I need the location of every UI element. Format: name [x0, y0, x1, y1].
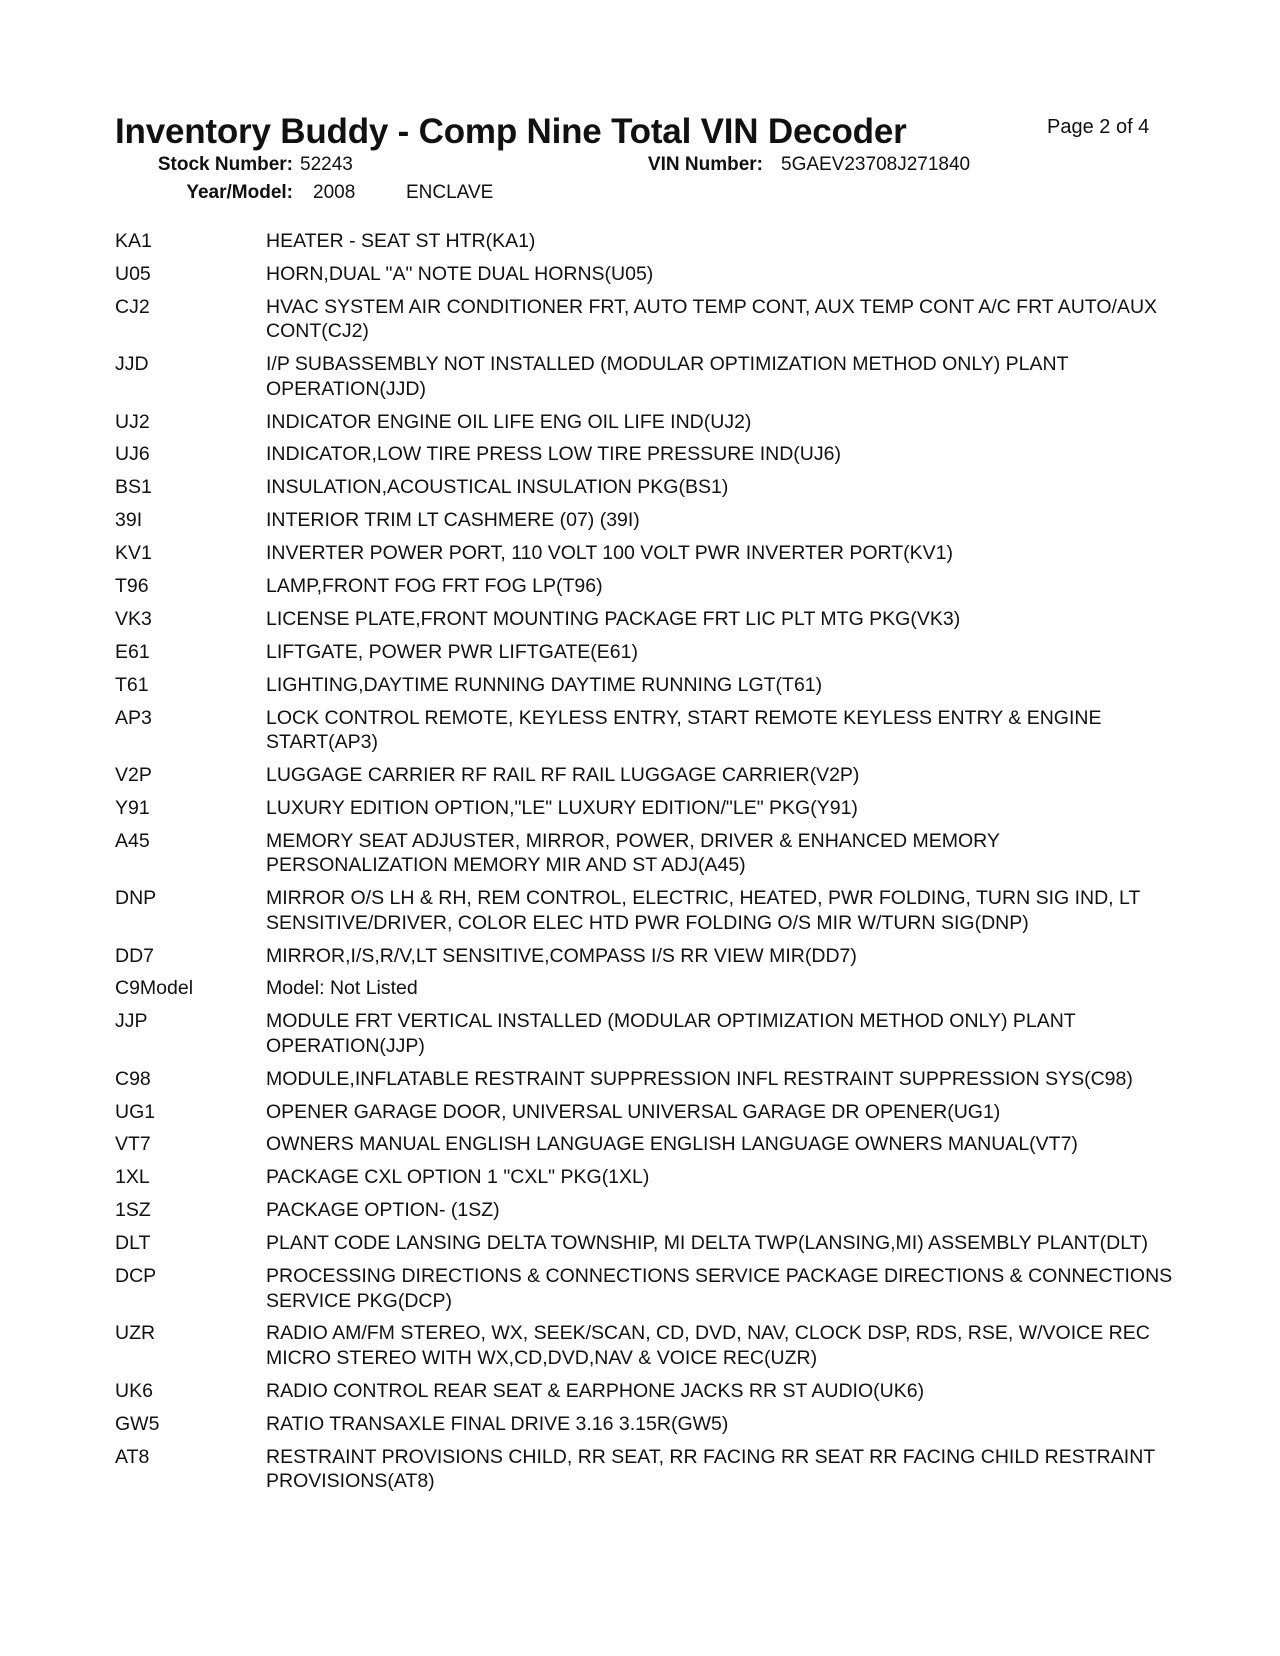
option-code: KA1: [115, 230, 152, 252]
option-code: JJD: [115, 353, 149, 376]
option-description: MEMORY SEAT ADJUSTER, MIRROR, POWER, DRIVER & ENHANCED MEMORY PERSONALIZATION MEMORY MIR AND ST ADJ(A45): [266, 829, 1000, 877]
option-code-row: [115, 229, 1175, 254]
option-description: INVERTER POWER PORT, 110 VOLT 100 VOLT PWR INVERTER PORT(KV1): [266, 542, 954, 565]
option-code: 39I: [115, 509, 143, 532]
option-code: AP3: [115, 706, 152, 729]
option-code-row: [115, 1321, 1175, 1370]
option-code-row: [115, 262, 1175, 287]
option-code-row: [115, 944, 1175, 969]
option-description: INDICATOR ENGINE OIL LIFE ENG OIL LIFE IND(UJ2): [266, 410, 752, 433]
option-description: RADIO CONTROL REAR SEAT & EARPHONE JACKS RR ST AUDIO(UK6): [266, 1379, 925, 1402]
option-code-row: [115, 475, 1175, 500]
option-description: INDICATOR,LOW TIRE PRESS LOW TIRE PRESSURE IND(UJ6): [266, 443, 841, 466]
option-code: BS1: [115, 476, 152, 499]
option-description: RADIO AM/FM STEREO, WX, SEEK/SCAN, CD, DVD, NAV, CLOCK DSP, RDS, RSE, W/VOICE REC MICRO STEREO WITH WX,CD,DVD,NAV & VOICE REC(UZR): [266, 1322, 1150, 1369]
option-code-row: [115, 796, 1175, 821]
option-description: OPENER GARAGE DOOR, UNIVERSAL UNIVERSAL GARAGE DR OPENER(UG1): [266, 1100, 1001, 1123]
option-description: MIRROR O/S LH & RH, REM CONTROL, ELECTRIC, HEATED, PWR FOLDING, TURN SIG IND, LT SENSITIVE/DRIVER, COLOR ELEC HTD PWR FOLDING O/S MIR W/TURN SIG(DNP): [266, 887, 1140, 934]
option-code-row: [115, 1231, 1175, 1256]
option-description: OWNERS MANUAL ENGLISH LANGUAGE ENGLISH LANGUAGE OWNERS MANUAL(VT7): [266, 1133, 1078, 1156]
option-description: LIGHTING,DAYTIME RUNNING DAYTIME RUNNING LGT(T61): [266, 673, 823, 696]
option-code-list: [115, 229, 1175, 1502]
option-description: PACKAGE OPTION- (1SZ): [266, 1199, 500, 1222]
option-code-row: [115, 886, 1175, 935]
option-code-row: [115, 706, 1175, 755]
option-code: UG1: [115, 1100, 156, 1123]
option-description: I/P SUBASSEMBLY NOT INSTALLED (MODULAR OPTIMIZATION METHOD ONLY) PLANT OPERATION(JJD): [266, 353, 1069, 400]
option-description: LUXURY EDITION OPTION,"LE" LUXURY EDITION/"LE" PKG(Y91): [266, 796, 858, 819]
option-code-row: [115, 352, 1175, 401]
option-code: CJ2: [115, 295, 150, 318]
option-code: Y91: [115, 796, 150, 819]
option-code-row: [115, 607, 1175, 632]
option-code: E61: [115, 640, 150, 663]
option-code-row: [115, 1100, 1175, 1125]
option-code-row: [115, 1165, 1175, 1190]
option-code: KV1: [115, 542, 152, 565]
option-description: HEATER - SEAT ST HTR(KA1): [266, 230, 536, 252]
option-description: LIFTGATE, POWER PWR LIFTGATE(E61): [266, 640, 638, 663]
option-code: VK3: [115, 607, 152, 630]
page-title: Inventory Buddy - Comp Nine Total VIN Decoder: [115, 112, 907, 151]
option-description: LICENSE PLATE,FRONT MOUNTING PACKAGE FRT LIC PLT MTG PKG(VK3): [266, 607, 961, 630]
option-code-row: [115, 442, 1175, 467]
option-code: 1XL: [115, 1166, 150, 1189]
option-code: 1SZ: [115, 1199, 151, 1222]
option-code: GW5: [115, 1412, 160, 1435]
option-description: PLANT CODE LANSING DELTA TOWNSHIP, MI DELTA TWP(LANSING,MI) ASSEMBLY PLANT(DLT): [266, 1232, 1149, 1255]
option-description: RESTRAINT PROVISIONS CHILD, RR SEAT, RR FACING RR SEAT RR FACING CHILD RESTRAINT PROVISIONS(AT8): [266, 1445, 1155, 1493]
option-code: DCP: [115, 1265, 157, 1288]
option-code: UJ6: [115, 443, 150, 466]
option-code-row: [115, 1198, 1175, 1223]
option-code-row: [115, 976, 1175, 1001]
model-value: ENCLAVE: [406, 182, 494, 203]
page-number: Page 2 of 4: [1047, 116, 1150, 138]
option-description: PACKAGE CXL OPTION 1 "CXL" PKG(1XL): [266, 1166, 650, 1189]
option-code-row: [115, 574, 1175, 599]
option-code-row: [115, 1264, 1175, 1313]
option-code: T61: [115, 673, 149, 696]
option-code-row: [115, 763, 1175, 788]
option-code-row: [115, 541, 1175, 566]
option-description: LUGGAGE CARRIER RF RAIL RF RAIL LUGGAGE CARRIER(V2P): [266, 763, 860, 786]
option-code: UJ2: [115, 410, 150, 433]
option-description: LOCK CONTROL REMOTE, KEYLESS ENTRY, START REMOTE KEYLESS ENTRY & ENGINE START(AP3): [266, 706, 1102, 754]
option-code-row: [115, 295, 1175, 344]
option-code: C98: [115, 1067, 151, 1090]
option-code-row: [115, 1132, 1175, 1157]
option-description: RATIO TRANSAXLE FINAL DRIVE 3.16 3.15R(GW5): [266, 1412, 729, 1435]
option-code-row: [115, 508, 1175, 533]
option-description: LAMP,FRONT FOG FRT FOG LP(T96): [266, 575, 603, 598]
option-description: INSULATION,ACOUSTICAL INSULATION PKG(BS1): [266, 476, 729, 499]
stock-number-label: Stock Number:: [157, 154, 293, 175]
option-code: JJP: [115, 1010, 148, 1033]
option-code-row: [115, 1009, 1175, 1058]
option-description: HORN,DUAL "A" NOTE DUAL HORNS(U05): [266, 262, 654, 285]
year-model-label: Year/Model:: [186, 182, 293, 203]
option-code: DLT: [115, 1232, 151, 1255]
option-code: UK6: [115, 1379, 153, 1402]
option-code-row: [115, 1412, 1175, 1437]
year-value: 2008: [313, 182, 356, 203]
option-description: INTERIOR TRIM LT CASHMERE (07) (39I): [266, 509, 640, 532]
option-code: UZR: [115, 1322, 156, 1345]
option-code-row: [115, 829, 1175, 878]
option-description: Model: Not Listed: [266, 977, 418, 1000]
option-code: VT7: [115, 1133, 151, 1156]
option-code-row: [115, 673, 1175, 698]
option-code-row: [115, 410, 1175, 435]
option-code: U05: [115, 262, 151, 285]
option-code: DNP: [115, 887, 157, 910]
option-description: HVAC SYSTEM AIR CONDITIONER FRT, AUTO TEMP CONT, AUX TEMP CONT A/C FRT AUTO/AUX CONT(CJ2): [266, 295, 1158, 343]
option-code: V2P: [115, 763, 152, 786]
vin-value: 5GAEV23708J271840: [781, 154, 971, 175]
option-code-row: [115, 1379, 1175, 1404]
option-code: T96: [115, 575, 149, 598]
option-code: DD7: [115, 944, 155, 967]
option-code: A45: [115, 829, 150, 852]
option-code-row: [115, 1067, 1175, 1092]
option-description: MODULE,INFLATABLE RESTRAINT SUPPRESSION INFL RESTRAINT SUPPRESSION SYS(C98): [266, 1067, 1133, 1090]
option-description: MODULE FRT VERTICAL INSTALLED (MODULAR OPTIMIZATION METHOD ONLY) PLANT OPERATION(JJP): [266, 1010, 1076, 1057]
option-description: MIRROR,I/S,R/V,LT SENSITIVE,COMPASS I/S RR VIEW MIR(DD7): [266, 944, 857, 967]
option-code: C9Model: [115, 977, 194, 1000]
option-description: PROCESSING DIRECTIONS & CONNECTIONS SERVICE PACKAGE DIRECTIONS & CONNECTIONS SERVICE PKG(DCP): [266, 1265, 1173, 1312]
stock-number-value: 52243: [300, 154, 353, 175]
option-code-row: [115, 1445, 1175, 1494]
option-code: AT8: [115, 1445, 150, 1468]
vin-label: VIN Number:: [647, 154, 763, 175]
option-code-row: [115, 640, 1175, 665]
